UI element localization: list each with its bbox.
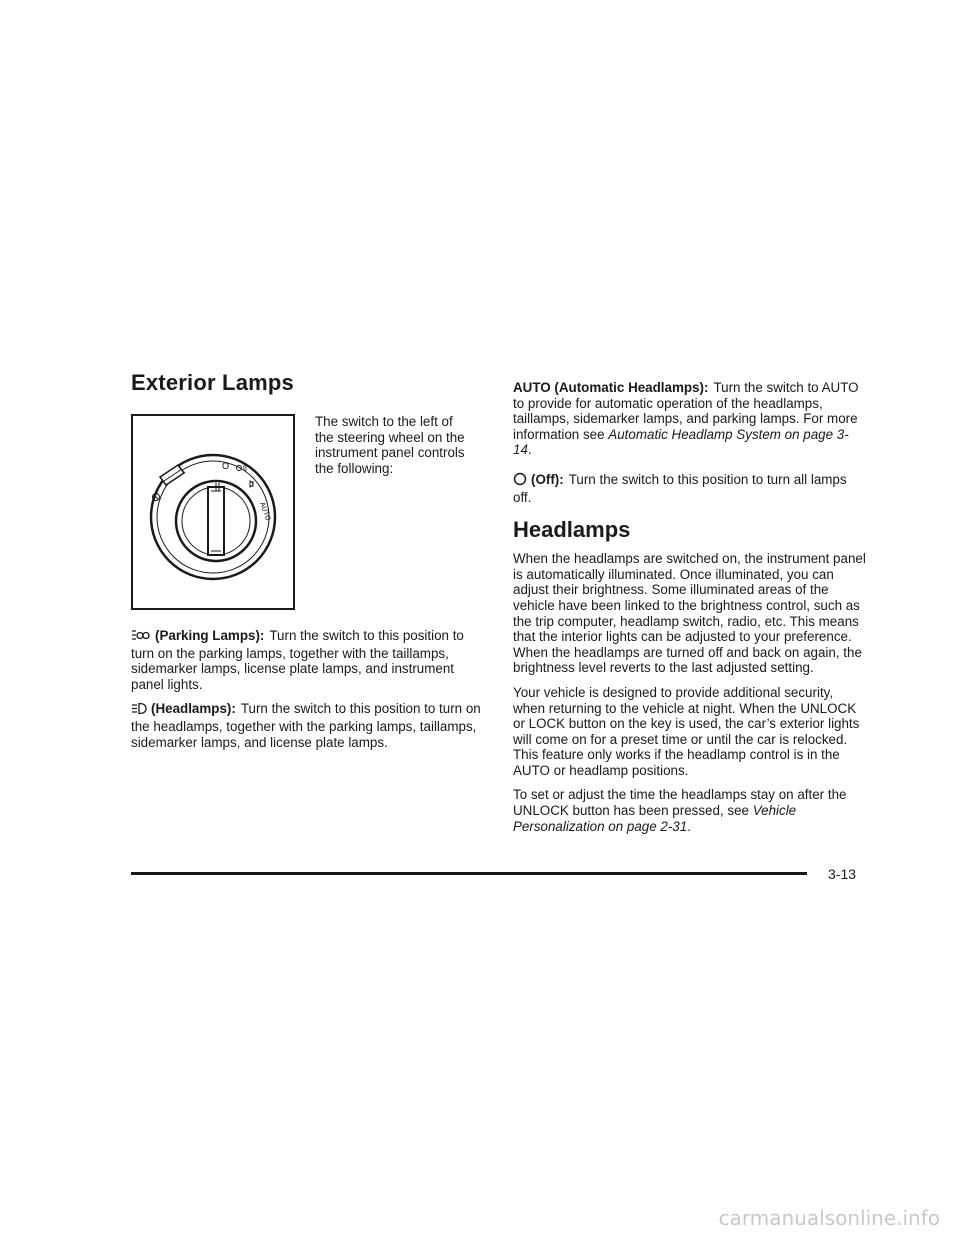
auto-period: . xyxy=(527,442,532,458)
headlamp-switch-illustration xyxy=(138,437,288,587)
right-column xyxy=(513,380,866,843)
headlamps-timer-paragraph xyxy=(513,787,866,834)
switch-auto-label: AUTO xyxy=(258,501,272,522)
switch-off-label: O xyxy=(222,461,230,471)
headlamps-icon xyxy=(131,702,147,719)
watermark: carmanualsonline.info xyxy=(718,1206,940,1230)
parking-lamps-label: (Parking Lamps): xyxy=(155,628,265,643)
parking-lamps-icon xyxy=(131,629,151,646)
auto-headlamps-paragraph xyxy=(513,380,866,458)
footer-rule xyxy=(131,872,807,875)
headlamps-label: (Headlamps): xyxy=(151,701,236,717)
headlamps-paragraph xyxy=(131,701,483,750)
vehicle-personalization-link[interactable]: Vehicle Personalization on page 2-31 xyxy=(513,803,797,834)
figure-caption: The switch to the left of the steering wheel on the instrument panel controls the following: xyxy=(315,414,465,476)
parking-lamps-paragraph xyxy=(131,628,483,692)
timer-period: . xyxy=(687,818,691,834)
off-paragraph xyxy=(513,472,866,505)
headlamps-security-paragraph: Your vehicle is designed to provide additional security, when returning to the vehicle at night. When the UNLOCK or LOCK button on the key is used, the car’s exterior lights will come on for a preset time or until the car is relocked. This feature only works if the headlamp control is in the AUTO or headlamp positions. xyxy=(513,684,860,778)
headlamps-text: Turn the switch to this position to turn on the headlamps, together with the parking lamps, taillamps, sidemarker lamps, and license plate lamps. xyxy=(131,701,481,750)
timer-text: To set or adjust the time the headlamps stay on after the UNLOCK button has been pressed, see xyxy=(513,787,847,819)
headlamps-heading: Headlamps xyxy=(513,517,631,543)
headlamp-switch-figure xyxy=(131,414,295,610)
off-icon xyxy=(513,472,527,490)
headlamp-switch-figure-row xyxy=(131,414,483,610)
off-label: (Off): xyxy=(531,471,564,487)
left-column xyxy=(131,370,483,759)
headlamps-brightness-paragraph: When the headlamps are switched on, the instrument panel is automatically illuminated. Once illuminated, you can adjust their brightness. Some illuminated areas of the vehicle have been linked to the brightness control, such as the trip computer, headlamp switch, radio, etc. This means that the interior lights can be adjusted to your preference. When the headlamps are turned off and back on again, the brightness level reverts to the last adjusted setting. xyxy=(513,551,866,676)
auto-headlamps-label: AUTO (Automatic Headlamps): xyxy=(513,380,709,395)
page-number: 3-13 xyxy=(828,866,857,882)
automatic-headlamp-system-link[interactable]: Automatic Headlamp System on page 3-14 xyxy=(513,426,849,458)
exterior-lamps-heading: Exterior Lamps xyxy=(131,370,294,395)
auto-headlamps-text: Turn the switch to AUTO to provide for automatic operation of the headlamps, taillamps, sidemarker lamps, and parking lamps. For more information see xyxy=(513,380,859,442)
parking-lamps-text: Turn the switch to this position to turn on the parking lamps, together with the taillamps, sidemarker lamps, license plate lamps, and instrument panel lights. xyxy=(131,628,464,692)
off-text: Turn the switch to this position to turn all lamps off. xyxy=(513,471,847,505)
